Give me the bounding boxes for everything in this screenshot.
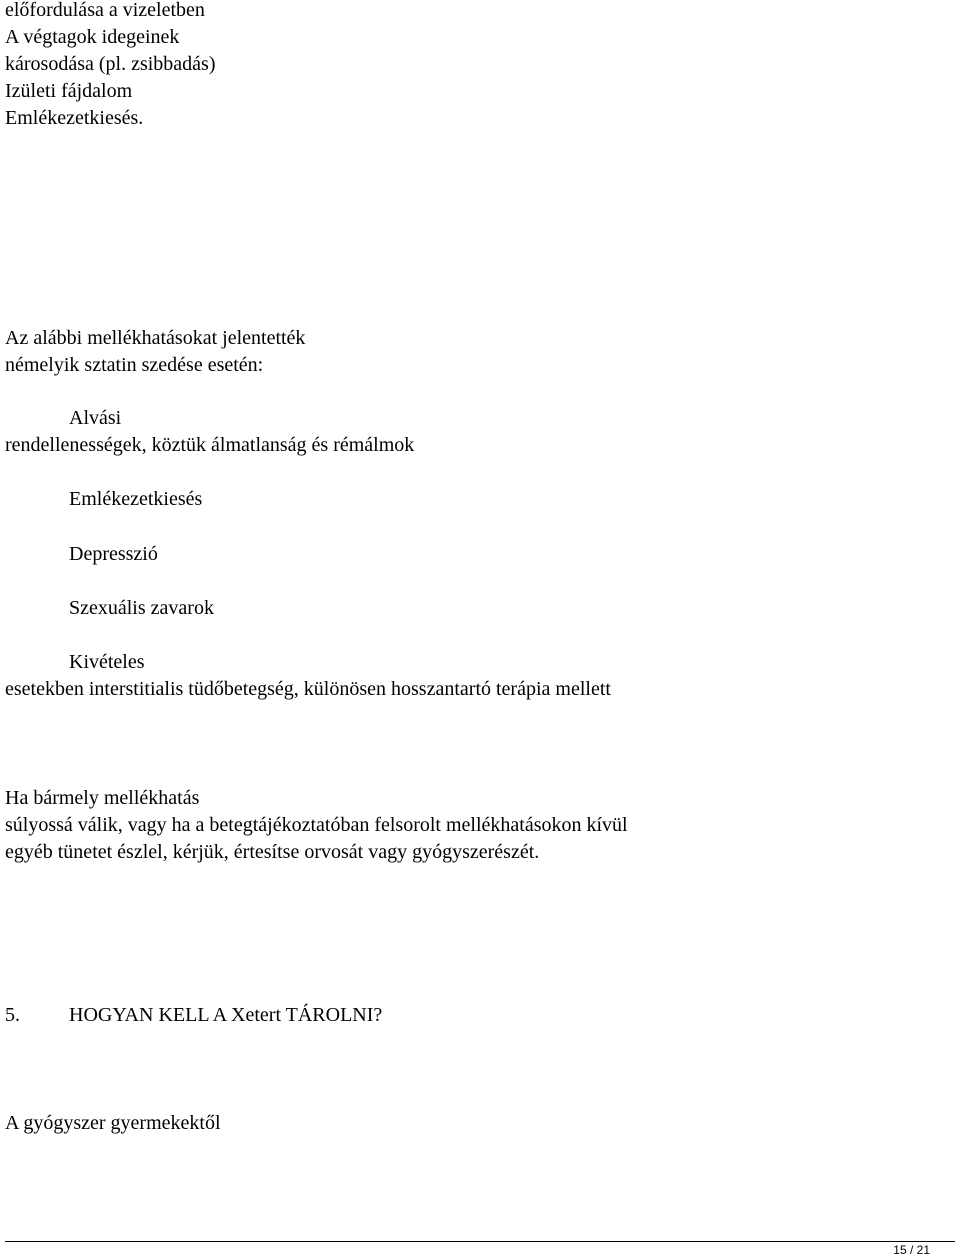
list-item-joint-pain: Izületi fájdalom xyxy=(5,80,133,102)
warning-line1: Ha bármely mellékhatás xyxy=(5,787,200,809)
sexual-disorders-item: Szexuális zavarok xyxy=(69,597,214,619)
lung-disease-line1: Kivételes xyxy=(69,651,145,673)
list-item-urine: előfordulása a vizeletben xyxy=(5,0,205,21)
section-number: 5. xyxy=(5,1004,20,1026)
warning-line3: egyéb tünetet észlel, kérjük, értesítse orvosát vagy gyógyszerészét. xyxy=(5,841,540,863)
statin-intro-line2: némelyik sztatin szedése esetén: xyxy=(5,354,264,376)
memory-loss-item: Emlékezetkiesés xyxy=(69,488,203,510)
page-number: 15 / 21 xyxy=(893,1243,930,1257)
storage-text: A gyógyszer gyermekektől xyxy=(5,1112,221,1134)
list-item-memory-loss: Emlékezetkiesés. xyxy=(5,107,144,129)
warning-line2: súlyossá válik, vagy ha a betegtájékoztatóban felsorolt mellékhatásokon kívül xyxy=(5,814,628,836)
list-item-limb-nerves: A végtagok idegeinek xyxy=(5,26,180,48)
lung-disease-line2: esetekben interstitialis tüdőbetegség, különösen hosszantartó terápia mellett xyxy=(5,678,611,700)
section-heading: HOGYAN KELL A Xetert TÁROLNI? xyxy=(69,1004,383,1026)
list-item-nerve-damage: károsodása (pl. zsibbadás) xyxy=(5,53,216,75)
footer-divider xyxy=(5,1241,955,1242)
sleep-disorders-line1: Alvási xyxy=(69,407,122,429)
statin-intro-line1: Az alábbi mellékhatásokat jelentették xyxy=(5,327,306,349)
sleep-disorders-line2: rendellenességek, köztük álmatlanság és rémálmok xyxy=(5,434,415,456)
depression-item: Depresszió xyxy=(69,543,158,565)
